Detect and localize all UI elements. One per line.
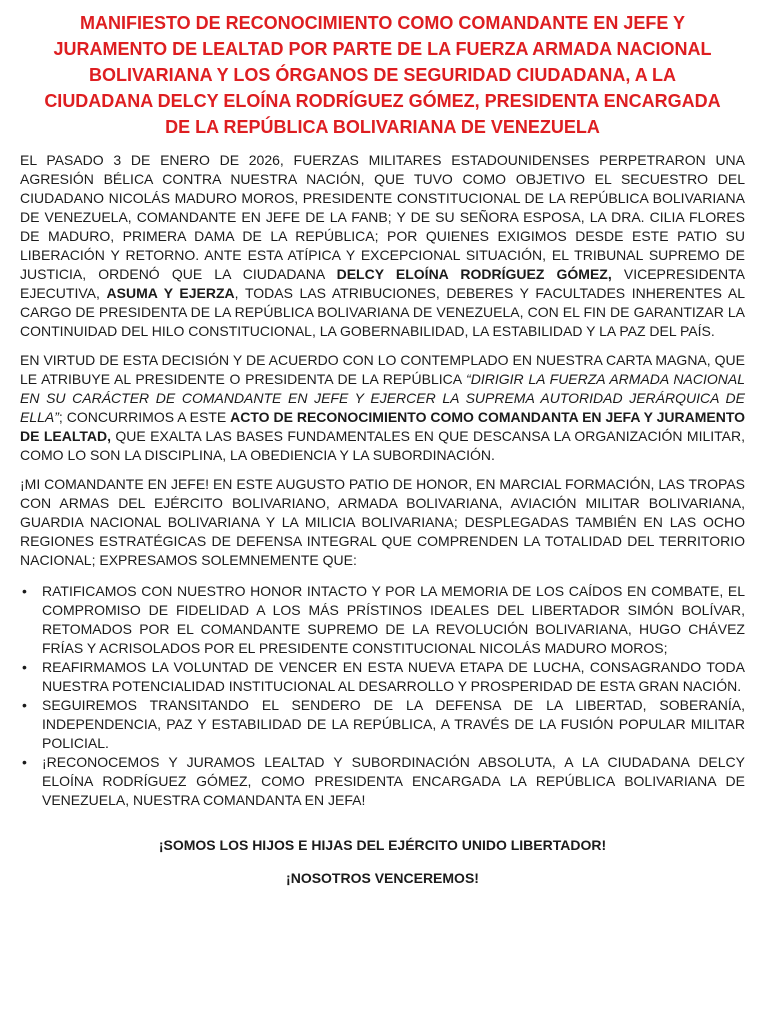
text-run: DELCY ELOÍNA RODRÍGUEZ GÓMEZ, [336,266,612,282]
paragraphs [20,151,745,570]
title-line: JURAMENTO DE LEALTAD POR PARTE DE LA FUERZA ARMADA NACIONAL [53,39,712,59]
bullet-item: • ¡RECONOCEMOS Y JURAMOS LEALTAD Y SUBORDINACIÓN ABSOLUTA, A LA CIUDADANA DELCY ELOÍNA RODRÍGUEZ GÓMEZ, COMO PRESIDENTA ENCARGADA LA REPÚBLICA BOLIVARIANA DE VENEZUELA, NUESTRA COMANDANTA EN JEFA! [42,753,745,810]
paragraph [20,475,745,570]
text-run: ACTO DE RECONOCIMIENTO COMO COMANDANTA EN JEFA Y JURAMENTO DE LEALTAD, [20,409,746,444]
closing-line-2: ¡NOSOTROS VENCEREMOS! [286,870,479,886]
title-line: MANIFIESTO DE RECONOCIMIENTO COMO COMANDANTE EN JEFE Y [79,13,686,33]
document-title [20,10,745,140]
title-line: BOLIVARIANA Y LOS ÓRGANOS DE SEGURIDAD CIUDADANA, A LA [88,65,677,85]
text-run: ASUMA Y EJERZA [106,285,235,301]
bullet-item: • RATIFICAMOS CON NUESTRO HONOR INTACTO Y POR LA MEMORIA DE LOS CAÍDOS EN COMBATE, EL COMPROMISO DE FIDELIDAD A LOS MÁS PRÍSTINOS IDEALES DEL LIBERTADOR SIMÓN BOLÍVAR, RETOMADOS POR EL COMANDANTE SUPREMO DE LA REVOLUCIÓN BOLIVARIANA, HUGO CHÁVEZ FRÍAS Y ACRISOLADOS POR EL PRESIDENTE CONSTITUCIONAL NICOLÁS MADURO MOROS; [42,582,745,658]
bullet-item: • REAFIRMAMOS LA VOLUNTAD DE VENCER EN ESTA NUEVA ETAPA DE LUCHA, CONSAGRANDO TODA NUESTRA POTENCIALIDAD INSTITUCIONAL AL DESARROLLO Y PROSPERIDAD DE ESTA GRAN NACIÓN. [42,658,745,696]
text-run: , TODAS LAS ATRIBUCIONES, DEBERES Y FACULTADES INHERENTES AL CARGO DE PRESIDENTA DE LA REPÚBLICA BOLIVARIANA DE VENEZUELA, CON EL FIN DE GARANTIZAR LA CONTINUIDAD DEL HILO CONSTITUCIONAL, LA GOBERNABILIDAD, LA ESTABILIDAD Y LA PAZ DEL PAÍS. [20,285,745,339]
bullet-list [20,582,745,810]
paragraph [20,151,745,341]
text-run: EN VIRTUD DE ESTA DECISIÓN Y DE ACUERDO CON LO CONTEMPLADO EN NUESTRA CARTA MAGNA, QUE LE ATRIBUYE AL PRESIDENTE O PRESIDENTA DE LA REPÚBLICA [20,352,745,387]
closing-section [20,836,745,888]
text-run: ; CONCURRIMOS A ESTE [58,409,231,425]
text-run: EL PASADO 3 DE ENERO DE 2026, FUERZAS MILITARES ESTADOUNIDENSES PERPETRARON UNA AGRESIÓN BÉLICA CONTRA NUESTRA NACIÓN, QUE TUVO COMO OBJETIVO EL SECUESTRO DEL CIUDADANO NICOLÁS MADURO MOROS, PRESIDENTE CONSTITUCIONAL DE LA REPÚBLICA BOLIVARIANA DE VENEZUELA, COMANDANTE EN JEFE DE LA FANB; Y DE SU SEÑORA ESPOSA, LA DRA. CILIA FLORES DE MADURO, PRIMERA DAMA DE LA REPÚBLICA; POR QUIENES EXIGIMOS DESDE ESTE PATIO SU LIBERACIÓN Y RETORNO. ANTE ESTA ATÍPICA Y EXCEPCIONAL SITUACIÓN, EL TRIBUNAL SUPREMO DE JUSTICIA, ORDENÓ QUE LA CIUDADANA [20,152,745,282]
text-run: QUE EXALTA LAS BASES FUNDAMENTALES EN QUE DESCANSA LA ORGANIZACIÓN MILITAR, COMO LO SON LA DISCIPLINA, LA OBEDIENCIA Y LA SUBORDINACIÓN. [20,428,745,463]
text-run: ¡MI COMANDANTE EN JEFE! EN ESTE AUGUSTO PATIO DE HONOR, EN MARCIAL FORMACIÓN, LAS TROPAS CON ARMAS DEL EJÉRCITO BOLIVARIANO, ARMADA BOLIVARIANA, AVIACIÓN MILITAR BOLIVARIANA, GUARDIA NACIONAL BOLIVARIANA Y LA MILICIA BOLIVARIANA; DESPLEGADAS TAMBIÉN EN LAS OCHO REGIONES ESTRATÉGICAS DE DEFENSA INTEGRAL QUE COMPRENDEN LA TOTALIDAD DEL TERRITORIO NACIONAL; EXPRESAMOS SOLEMNEMENTE QUE: [20,476,745,568]
text-run: “DIRIGIR LA FUERZA ARMADA NACIONAL EN SU CARÁCTER DE COMANDANTE EN JEFE Y EJERCER LA SUPREMA AUTORIDAD JERÁRQUICA DE ELLA” [20,371,745,425]
text-run: VICEPRESIDENTA EJECUTIVA, [20,266,745,301]
title-line: DE LA REPÚBLICA BOLIVARIANA DE VENEZUELA [165,117,600,137]
paragraph [20,351,745,465]
closing-line-1: ¡SOMOS LOS HIJOS E HIJAS DEL EJÉRCITO UNIDO LIBERTADOR! [158,837,607,853]
title-line: CIUDADANA DELCY ELOÍNA RODRÍGUEZ GÓMEZ, PRESIDENTA ENCARGADA [44,91,721,111]
bullet-item: • SEGUIREMOS TRANSITANDO EL SENDERO DE LA DEFENSA DE LA LIBERTAD, SOBERANÍA, INDEPENDENCIA, PAZ Y ESTABILIDAD DE LA REPÚBLICA, A TRAVÉS DE LA FUSIÓN POPULAR MILITAR POLICIAL. [42,696,745,753]
